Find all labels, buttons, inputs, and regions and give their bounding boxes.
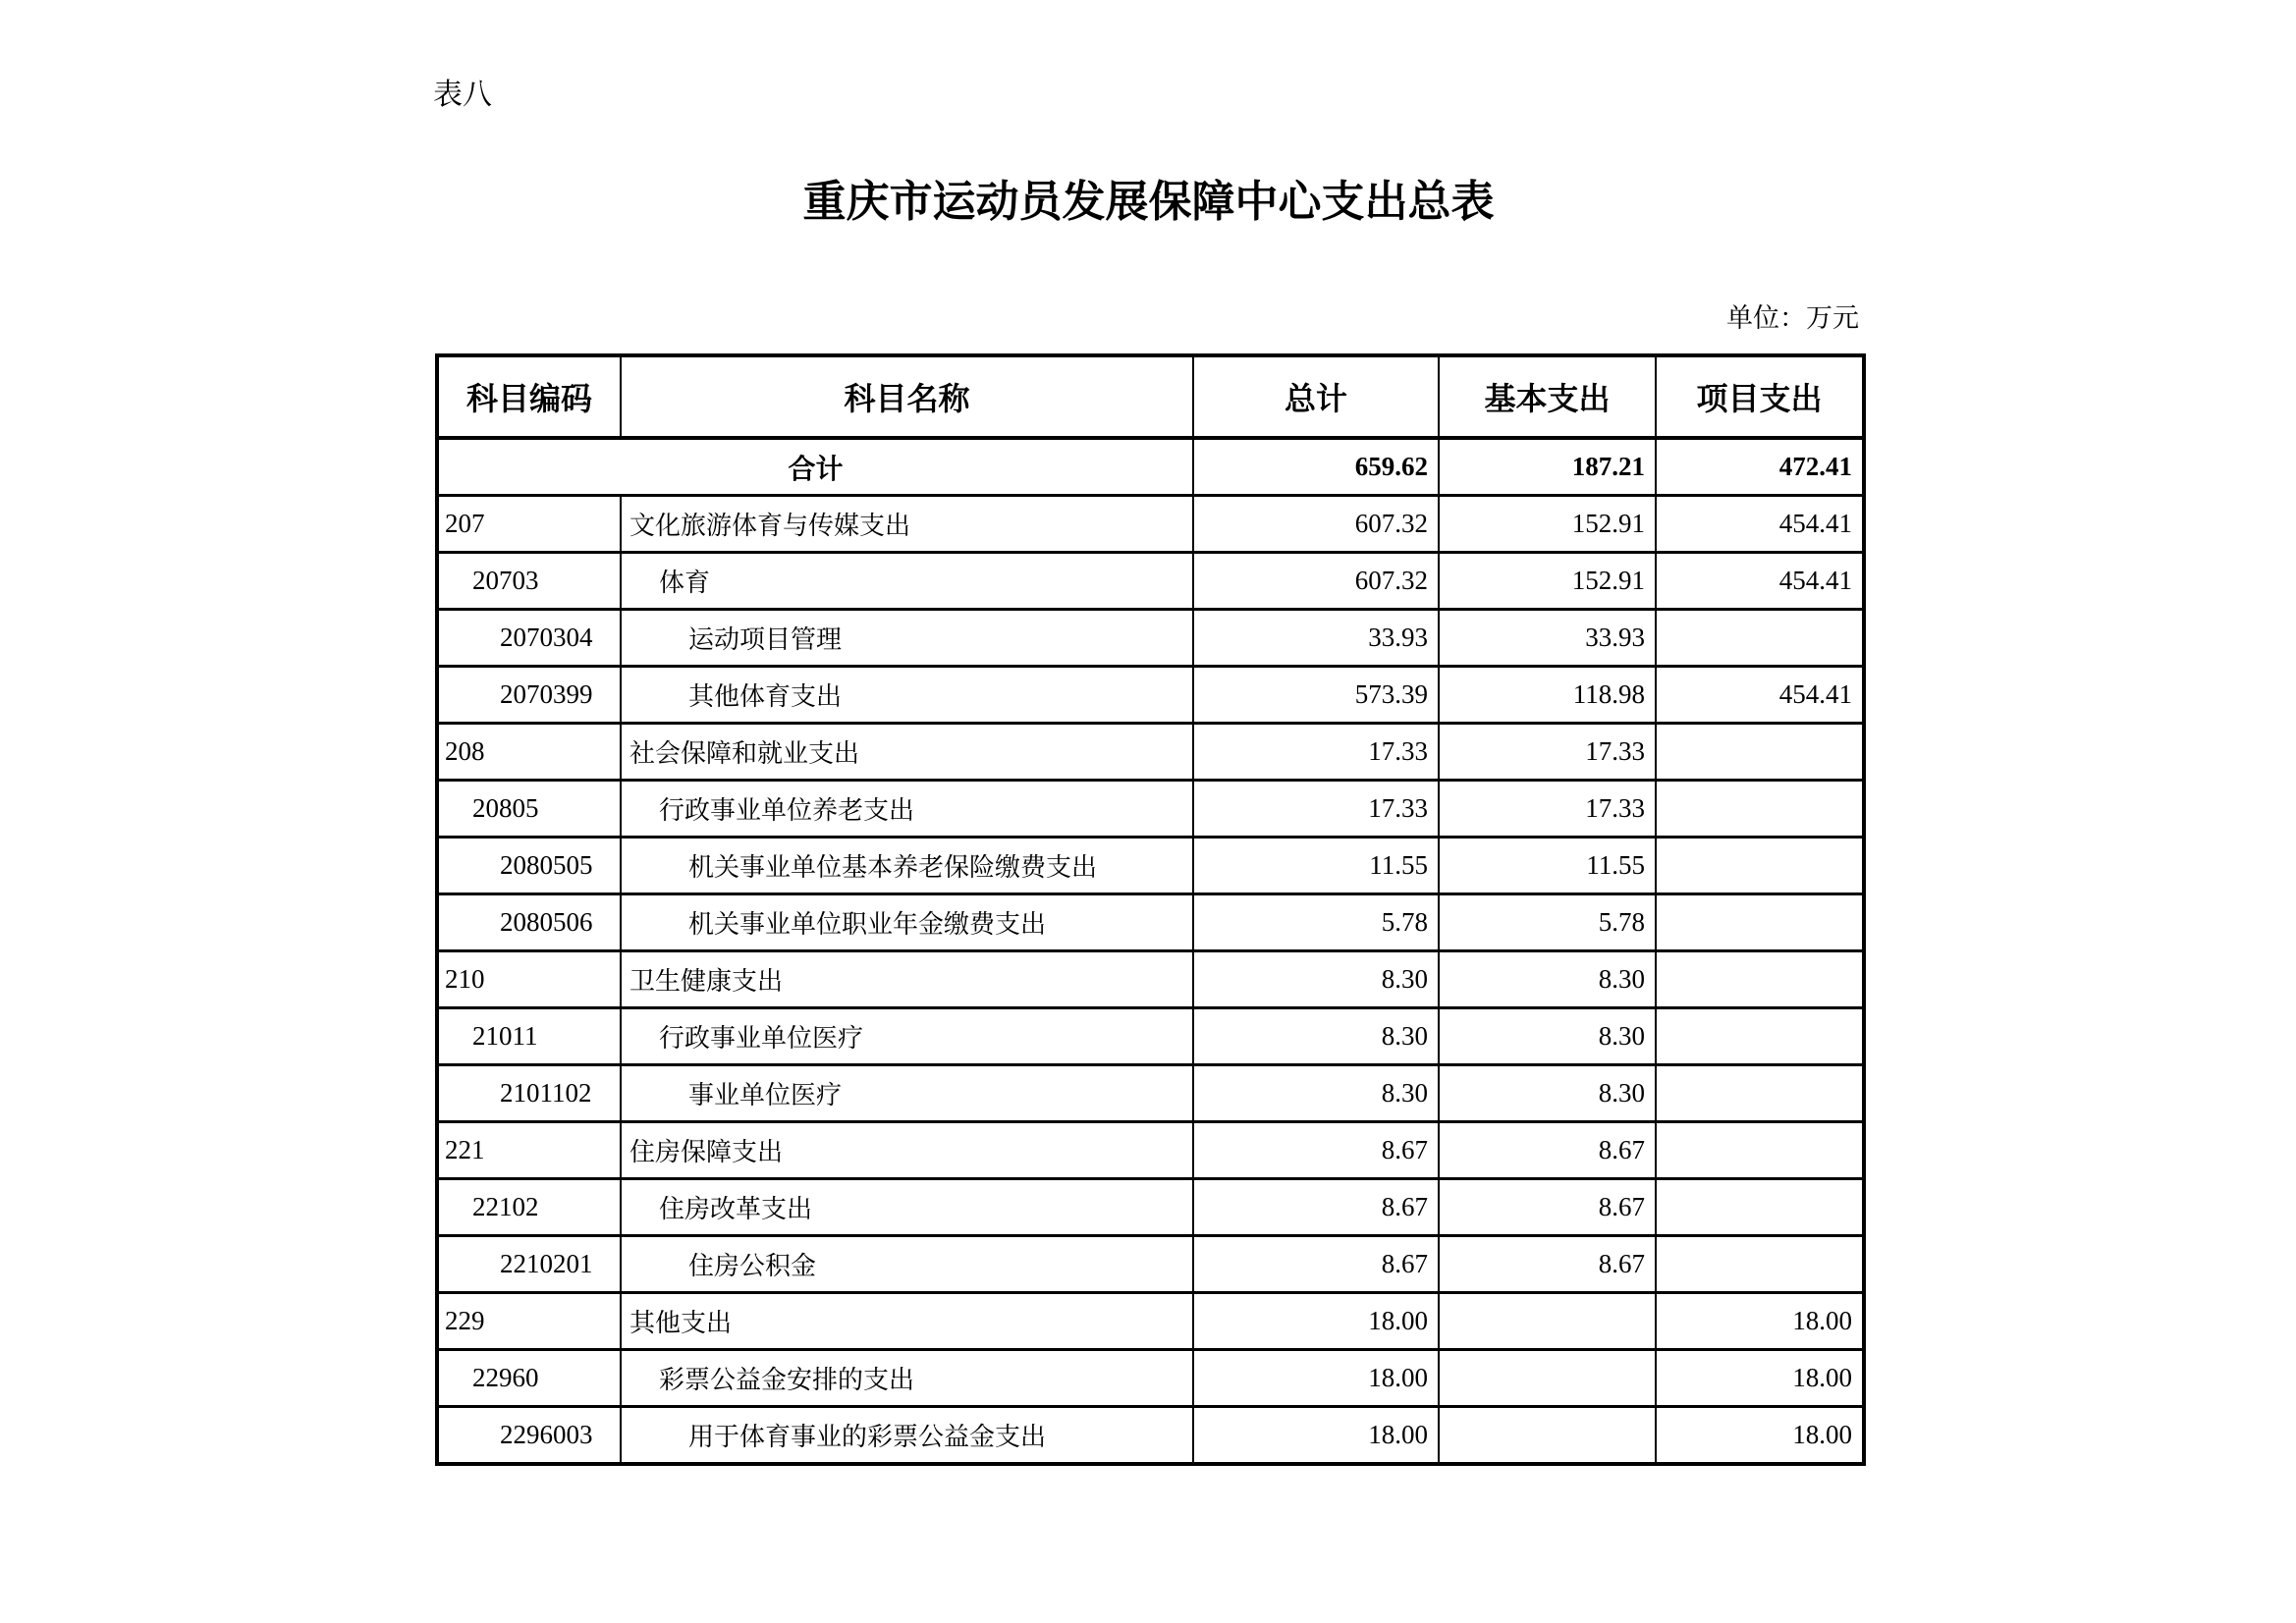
summary-total-cell: 659.62 <box>1193 438 1439 496</box>
project-cell: 454.41 <box>1656 667 1864 724</box>
name-cell: 体育 <box>621 553 1193 610</box>
total-cell: 8.30 <box>1193 1008 1439 1065</box>
summary-project-cell: 472.41 <box>1656 438 1864 496</box>
table-row <box>437 553 1864 610</box>
basic-cell: 8.30 <box>1439 951 1656 1008</box>
table-row <box>437 667 1864 724</box>
project-cell: 18.00 <box>1656 1350 1864 1407</box>
project-cell: 18.00 <box>1656 1407 1864 1465</box>
basic-cell: 33.93 <box>1439 610 1656 667</box>
table-row <box>437 1407 1864 1465</box>
total-cell: 8.67 <box>1193 1236 1439 1293</box>
summary-row <box>437 438 1864 496</box>
table-row <box>437 1179 1864 1236</box>
project-cell: 454.41 <box>1656 496 1864 553</box>
total-cell: 17.33 <box>1193 724 1439 781</box>
basic-cell: 17.33 <box>1439 781 1656 838</box>
table-header <box>437 355 1864 438</box>
project-cell <box>1656 1008 1864 1065</box>
name-cell: 其他体育支出 <box>621 667 1193 724</box>
basic-cell <box>1439 1407 1656 1465</box>
total-cell: 607.32 <box>1193 496 1439 553</box>
project-cell <box>1656 1179 1864 1236</box>
table-row <box>437 1008 1864 1065</box>
total-cell: 11.55 <box>1193 838 1439 894</box>
table-row <box>437 1236 1864 1293</box>
project-cell <box>1656 1065 1864 1122</box>
name-cell: 事业单位医疗 <box>621 1065 1193 1122</box>
code-cell: 20805 <box>437 781 621 838</box>
table-row <box>437 1293 1864 1350</box>
total-cell: 18.00 <box>1193 1407 1439 1465</box>
basic-cell: 8.67 <box>1439 1179 1656 1236</box>
basic-cell: 11.55 <box>1439 838 1656 894</box>
code-cell: 2080506 <box>437 894 621 951</box>
expenditure-table <box>435 353 1866 1466</box>
basic-cell: 17.33 <box>1439 724 1656 781</box>
name-cell: 行政事业单位医疗 <box>621 1008 1193 1065</box>
basic-cell: 152.91 <box>1439 496 1656 553</box>
name-cell: 住房改革支出 <box>621 1179 1193 1236</box>
code-cell: 221 <box>437 1122 621 1179</box>
header-row <box>437 355 1864 438</box>
code-cell: 2080505 <box>437 838 621 894</box>
name-cell: 彩票公益金安排的支出 <box>621 1350 1193 1407</box>
project-cell <box>1656 1236 1864 1293</box>
code-cell: 2070304 <box>437 610 621 667</box>
code-cell: 2101102 <box>437 1065 621 1122</box>
table-row <box>437 951 1864 1008</box>
col-header-total: 总计 <box>1193 355 1439 438</box>
name-cell: 住房保障支出 <box>621 1122 1193 1179</box>
total-cell: 8.30 <box>1193 1065 1439 1122</box>
project-cell: 454.41 <box>1656 553 1864 610</box>
total-cell: 17.33 <box>1193 781 1439 838</box>
code-cell: 210 <box>437 951 621 1008</box>
name-cell: 卫生健康支出 <box>621 951 1193 1008</box>
code-cell: 229 <box>437 1293 621 1350</box>
basic-cell <box>1439 1293 1656 1350</box>
summary-label-cell: 合计 <box>437 438 1193 496</box>
basic-cell: 8.67 <box>1439 1236 1656 1293</box>
total-cell: 8.67 <box>1193 1122 1439 1179</box>
col-header-name: 科目名称 <box>621 355 1193 438</box>
name-cell: 机关事业单位基本养老保险缴费支出 <box>621 838 1193 894</box>
project-cell <box>1656 1122 1864 1179</box>
name-cell: 行政事业单位养老支出 <box>621 781 1193 838</box>
code-cell: 20703 <box>437 553 621 610</box>
basic-cell: 5.78 <box>1439 894 1656 951</box>
name-cell: 用于体育事业的彩票公益金支出 <box>621 1407 1193 1465</box>
basic-cell: 8.30 <box>1439 1065 1656 1122</box>
table-row <box>437 724 1864 781</box>
table-number-label: 表八 <box>433 79 492 111</box>
total-cell: 607.32 <box>1193 553 1439 610</box>
name-cell: 社会保障和就业支出 <box>621 724 1193 781</box>
table-row <box>437 838 1864 894</box>
table-body <box>437 438 1864 1464</box>
col-header-code: 科目编码 <box>437 355 621 438</box>
table-row <box>437 496 1864 553</box>
project-cell <box>1656 894 1864 951</box>
total-cell: 8.67 <box>1193 1179 1439 1236</box>
project-cell <box>1656 724 1864 781</box>
unit-label: 单位：万元 <box>1726 303 1859 333</box>
code-cell: 2296003 <box>437 1407 621 1465</box>
name-cell: 其他支出 <box>621 1293 1193 1350</box>
name-cell: 运动项目管理 <box>621 610 1193 667</box>
total-cell: 18.00 <box>1193 1350 1439 1407</box>
basic-cell: 8.67 <box>1439 1122 1656 1179</box>
table-row <box>437 610 1864 667</box>
code-cell: 207 <box>437 496 621 553</box>
col-header-project: 项目支出 <box>1656 355 1864 438</box>
basic-cell: 118.98 <box>1439 667 1656 724</box>
code-cell: 21011 <box>437 1008 621 1065</box>
project-cell <box>1656 610 1864 667</box>
total-cell: 33.93 <box>1193 610 1439 667</box>
code-cell: 2210201 <box>437 1236 621 1293</box>
code-cell: 2070399 <box>437 667 621 724</box>
total-cell: 18.00 <box>1193 1293 1439 1350</box>
code-cell: 22960 <box>437 1350 621 1407</box>
col-header-basic: 基本支出 <box>1439 355 1656 438</box>
project-cell: 18.00 <box>1656 1293 1864 1350</box>
project-cell <box>1656 838 1864 894</box>
project-cell <box>1656 781 1864 838</box>
table-row <box>437 1350 1864 1407</box>
table-row <box>437 894 1864 951</box>
total-cell: 5.78 <box>1193 894 1439 951</box>
code-cell: 208 <box>437 724 621 781</box>
total-cell: 573.39 <box>1193 667 1439 724</box>
page-title: 重庆市运动员发展保障中心支出总表 <box>802 178 1495 226</box>
basic-cell <box>1439 1350 1656 1407</box>
table-row <box>437 1065 1864 1122</box>
summary-basic-cell: 187.21 <box>1439 438 1656 496</box>
code-cell: 22102 <box>437 1179 621 1236</box>
basic-cell: 8.30 <box>1439 1008 1656 1065</box>
basic-cell: 152.91 <box>1439 553 1656 610</box>
total-cell: 8.30 <box>1193 951 1439 1008</box>
name-cell: 住房公积金 <box>621 1236 1193 1293</box>
table-row <box>437 781 1864 838</box>
name-cell: 文化旅游体育与传媒支出 <box>621 496 1193 553</box>
project-cell <box>1656 951 1864 1008</box>
name-cell: 机关事业单位职业年金缴费支出 <box>621 894 1193 951</box>
table-row <box>437 1122 1864 1179</box>
